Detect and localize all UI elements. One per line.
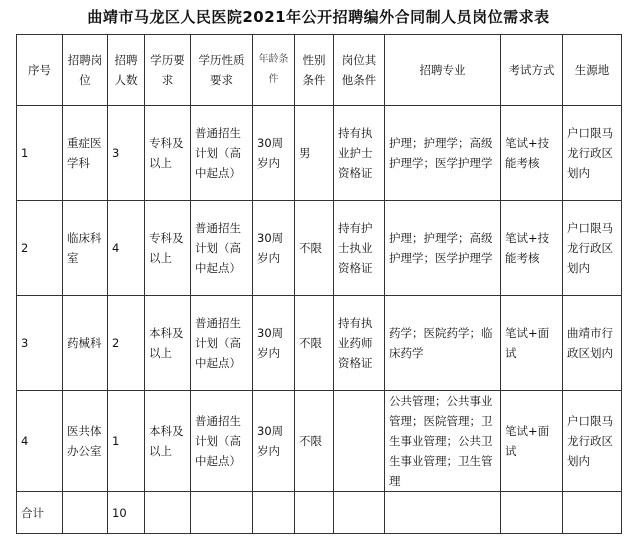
cell-edu-nature: 普通招生计划（高中起点） [191,391,253,492]
cell-age: 30周岁内 [253,296,295,391]
cell-seq: 3 [17,296,63,391]
cell-gender: 不限 [295,296,334,391]
header-edu-nature: 学历性质要求 [191,35,253,106]
cell-exam: 笔试+技能考核 [501,201,563,296]
header-source: 生源地 [563,35,622,106]
cell-major: 公共管理；公共事业管理；医院管理；卫生事业管理；公共卫生事业管理；卫生管理 [385,391,501,492]
table-row [17,391,622,492]
cell-other: 持有执业药师资格证 [334,296,385,391]
total-empty-cell [253,492,295,534]
cell-count: 1 [108,391,145,492]
total-empty-cell [563,492,622,534]
header-major: 招聘专业 [385,35,501,106]
table-row [17,106,622,201]
page-title: 曲靖市马龙区人民医院2021年公开招聘编外合同制人员岗位需求表 [87,8,550,26]
cell-major: 护理；护理学；高级护理学；医学护理学 [385,106,501,201]
total-empty-cell [191,492,253,534]
cell-source: 户口限马龙行政区划内 [563,391,622,492]
total-empty-cell [334,492,385,534]
header-gender: 性别条件 [295,35,334,106]
cell-seq: 4 [17,391,63,492]
cell-gender: 男 [295,106,334,201]
header-education: 学历要求 [145,35,191,106]
cell-exam: 笔试+技能考核 [501,106,563,201]
cell-edu-nature: 普通招生计划（高中起点） [191,106,253,201]
total-empty-cell [145,492,191,534]
cell-gender: 不限 [295,391,334,492]
cell-seq: 1 [17,106,63,201]
cell-other [334,391,385,492]
cell-position: 医共体办公室 [63,391,108,492]
total-empty-cell [295,492,334,534]
header-count: 招聘人数 [108,35,145,106]
cell-education: 专科及以上 [145,201,191,296]
table-row [17,296,622,391]
cell-major: 药学；医院药学；临床药学 [385,296,501,391]
cell-major: 护理；护理学；高级护理学；医学护理学 [385,201,501,296]
total-label: 合计 [17,492,63,534]
cell-seq: 2 [17,201,63,296]
cell-count: 4 [108,201,145,296]
cell-exam: 笔试+面试 [501,296,563,391]
total-empty-cell [385,492,501,534]
cell-source: 户口限马龙行政区划内 [563,106,622,201]
cell-education: 专科及以上 [145,106,191,201]
cell-age: 30周岁内 [253,201,295,296]
cell-education: 本科及以上 [145,296,191,391]
total-empty-cell [63,492,108,534]
header-position: 招聘岗位 [63,35,108,106]
table-row [17,201,622,296]
total-empty-cell [501,492,563,534]
header-exam: 考试方式 [501,35,563,106]
cell-source: 曲靖市行政区划内 [563,296,622,391]
cell-edu-nature: 普通招生计划（高中起点） [191,296,253,391]
cell-position: 重症医学科 [63,106,108,201]
cell-position: 药械科 [63,296,108,391]
cell-other: 持有护士执业资格证 [334,201,385,296]
header-seq: 序号 [17,35,63,106]
cell-age: 30周岁内 [253,106,295,201]
cell-exam: 笔试+面试 [501,391,563,492]
cell-source: 户口限马龙行政区划内 [563,201,622,296]
header-age: 年龄条件 [253,35,295,106]
table-header-row [17,35,622,106]
cell-count: 3 [108,106,145,201]
cell-count: 2 [108,296,145,391]
cell-education: 本科及以上 [145,391,191,492]
cell-position: 临床科室 [63,201,108,296]
cell-edu-nature: 普通招生计划（高中起点） [191,201,253,296]
total-count: 10 [108,492,145,534]
total-row [17,492,622,534]
cell-age: 30周岁内 [253,391,295,492]
header-other: 岗位其他条件 [334,35,385,106]
cell-gender: 不限 [295,201,334,296]
recruitment-table [16,34,622,534]
cell-other: 持有执业护士资格证 [334,106,385,201]
